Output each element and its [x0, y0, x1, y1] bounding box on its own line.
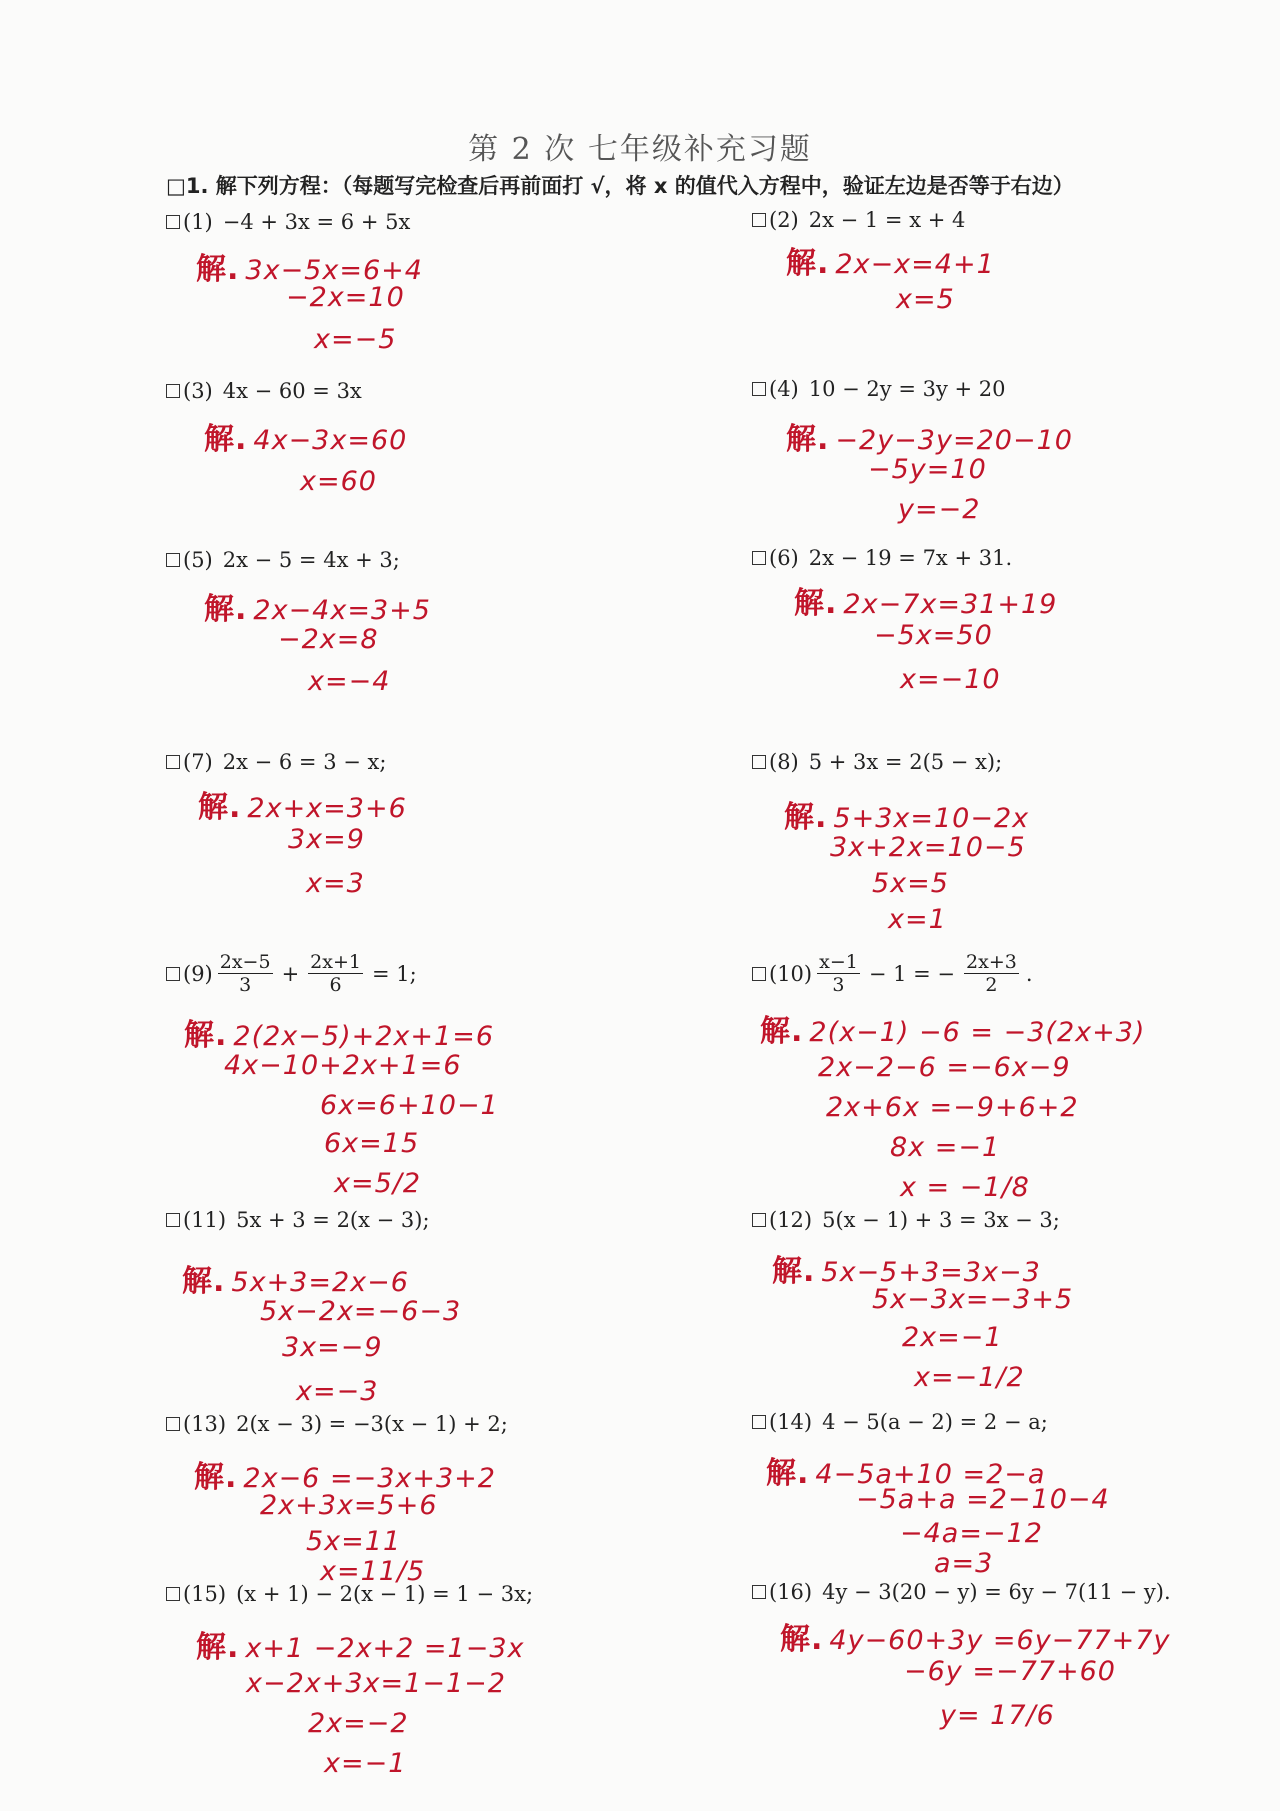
problem-8: (8) 5 + 3x = 2(5 − x); — [752, 750, 1002, 774]
page-title: 第 2 次 七年级补充习题 — [468, 132, 812, 167]
problem-9: (9) $\frac{2x-5}{3}$ + $\frac{2x+1}{6}$ = 1; — [166, 951, 417, 996]
checkbox-icon[interactable] — [752, 551, 766, 565]
problem-12: (12) 5(x − 1) + 3 = 3x − 3; — [752, 1208, 1060, 1232]
checkbox-icon[interactable] — [752, 1213, 766, 1227]
problem-2: (2) 2x − 1 = x + 4 — [752, 208, 965, 232]
problem-1: (1) −4 + 3x = 6 + 5x — [166, 210, 410, 234]
problem-11: (11) 5x + 3 = 2(x − 3); — [166, 1208, 430, 1232]
problem-7: (7) 2x − 6 = 3 − x; — [166, 750, 386, 774]
checkbox-icon[interactable] — [752, 1585, 766, 1599]
checkbox-icon[interactable] — [166, 755, 180, 769]
checkbox-icon[interactable] — [752, 755, 766, 769]
checkbox-icon[interactable] — [166, 1213, 180, 1227]
checkbox-icon[interactable] — [752, 213, 766, 227]
checkbox-icon[interactable] — [752, 1415, 766, 1429]
checkbox-icon[interactable] — [166, 215, 180, 229]
problem-4: (4) 10 − 2y = 3y + 20 — [752, 377, 1005, 401]
problem-6: (6) 2x − 19 = 7x + 31. — [752, 546, 1012, 570]
problem-16: (16) 4y − 3(20 − y) = 6y − 7(11 − y). — [752, 1580, 1171, 1604]
checkbox-icon[interactable] — [166, 1587, 180, 1601]
fraction: $\frac{2x+3}{2}$ — [966, 951, 1017, 996]
problem-15: (15) (x + 1) − 2(x − 1) = 1 − 3x; — [166, 1582, 533, 1606]
problem-14: (14) 4 − 5(a − 2) = 2 − a; — [752, 1410, 1048, 1434]
fraction: $\frac{x-1}{3}$ — [819, 951, 858, 996]
problem-10: (10) $\frac{x-1}{3}$ − 1 = − $\frac{2x+3}{2}$ . — [752, 951, 1033, 996]
problem-5: (5) 2x − 5 = 4x + 3; — [166, 548, 400, 572]
fraction: $\frac{2x+1}{6}$ — [310, 951, 361, 996]
instruction-text: □1. 解下列方程：（每题写完检查后再前面打 √，将 x 的值代入方程中，验证左边是否等于右边） — [166, 174, 1074, 198]
problem-13: (13) 2(x − 3) = −3(x − 1) + 2; — [166, 1412, 508, 1436]
checkbox-icon[interactable] — [752, 382, 766, 396]
checkbox-icon[interactable] — [752, 967, 766, 981]
checkbox-icon[interactable] — [166, 1417, 180, 1431]
fraction: $\frac{2x-5}{3}$ — [219, 951, 271, 996]
checkbox-icon[interactable] — [166, 384, 180, 398]
problem-3: (3) 4x − 60 = 3x — [166, 379, 362, 403]
checkbox-icon[interactable] — [166, 967, 180, 981]
checkbox-icon[interactable] — [166, 553, 180, 567]
